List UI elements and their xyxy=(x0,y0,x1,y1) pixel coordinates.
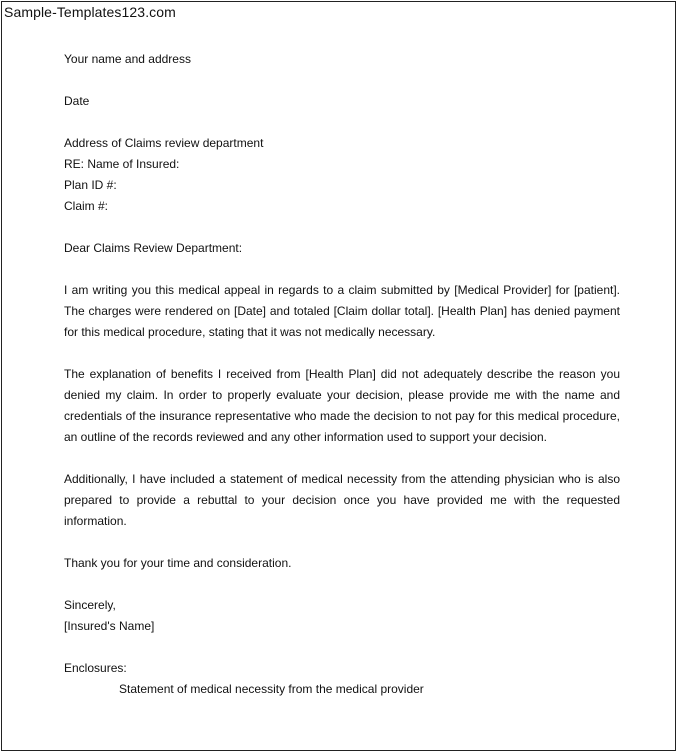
site-watermark: Sample-Templates123.com xyxy=(4,4,176,20)
paragraph-explanation-request: The explanation of benefits I received from [Health Plan] did not adequately describe the reason you denied my claim. In order to properly evaluate your decision, please provide me with the name and credentials of the insurance representative who made the decision to not pay for this medical procedure, an outline of the records reviewed and any other information used to support your decision. xyxy=(64,367,620,444)
claim-line: Claim #: xyxy=(64,199,109,213)
paragraph-medical-necessity: Additionally, I have included a statement of medical necessity from the attending physician who is also prepared to provide a rebuttal to your decision once you have provided me with the requested information. xyxy=(64,472,620,528)
plan-id-line: Plan ID #: xyxy=(64,178,117,192)
recipient-address: Address of Claims review department xyxy=(64,136,264,150)
signature-placeholder: [Insured's Name] xyxy=(64,619,155,633)
enclosures-label: Enclosures: xyxy=(64,661,127,675)
date-line: Date xyxy=(64,94,90,108)
paragraph-claim-details: I am writing you this medical appeal in regards to a claim submitted by [Medical Provider] for [patient]. The charges were rendered on [Date] and totaled [Claim dollar total]. [Health Plan] has denied payment for this medical procedure, stating that it was not medically necessary. xyxy=(64,283,620,339)
paragraph-thank-you: Thank you for your time and consideration. xyxy=(64,556,292,570)
salutation: Dear Claims Review Department: xyxy=(64,241,243,255)
appeal-letter xyxy=(64,49,620,700)
closing: Sincerely, xyxy=(64,598,116,612)
sender-line: Your name and address xyxy=(64,52,191,66)
re-line: RE: Name of Insured: xyxy=(64,157,180,171)
enclosure-item: Statement of medical necessity from the medical provider xyxy=(119,682,424,696)
